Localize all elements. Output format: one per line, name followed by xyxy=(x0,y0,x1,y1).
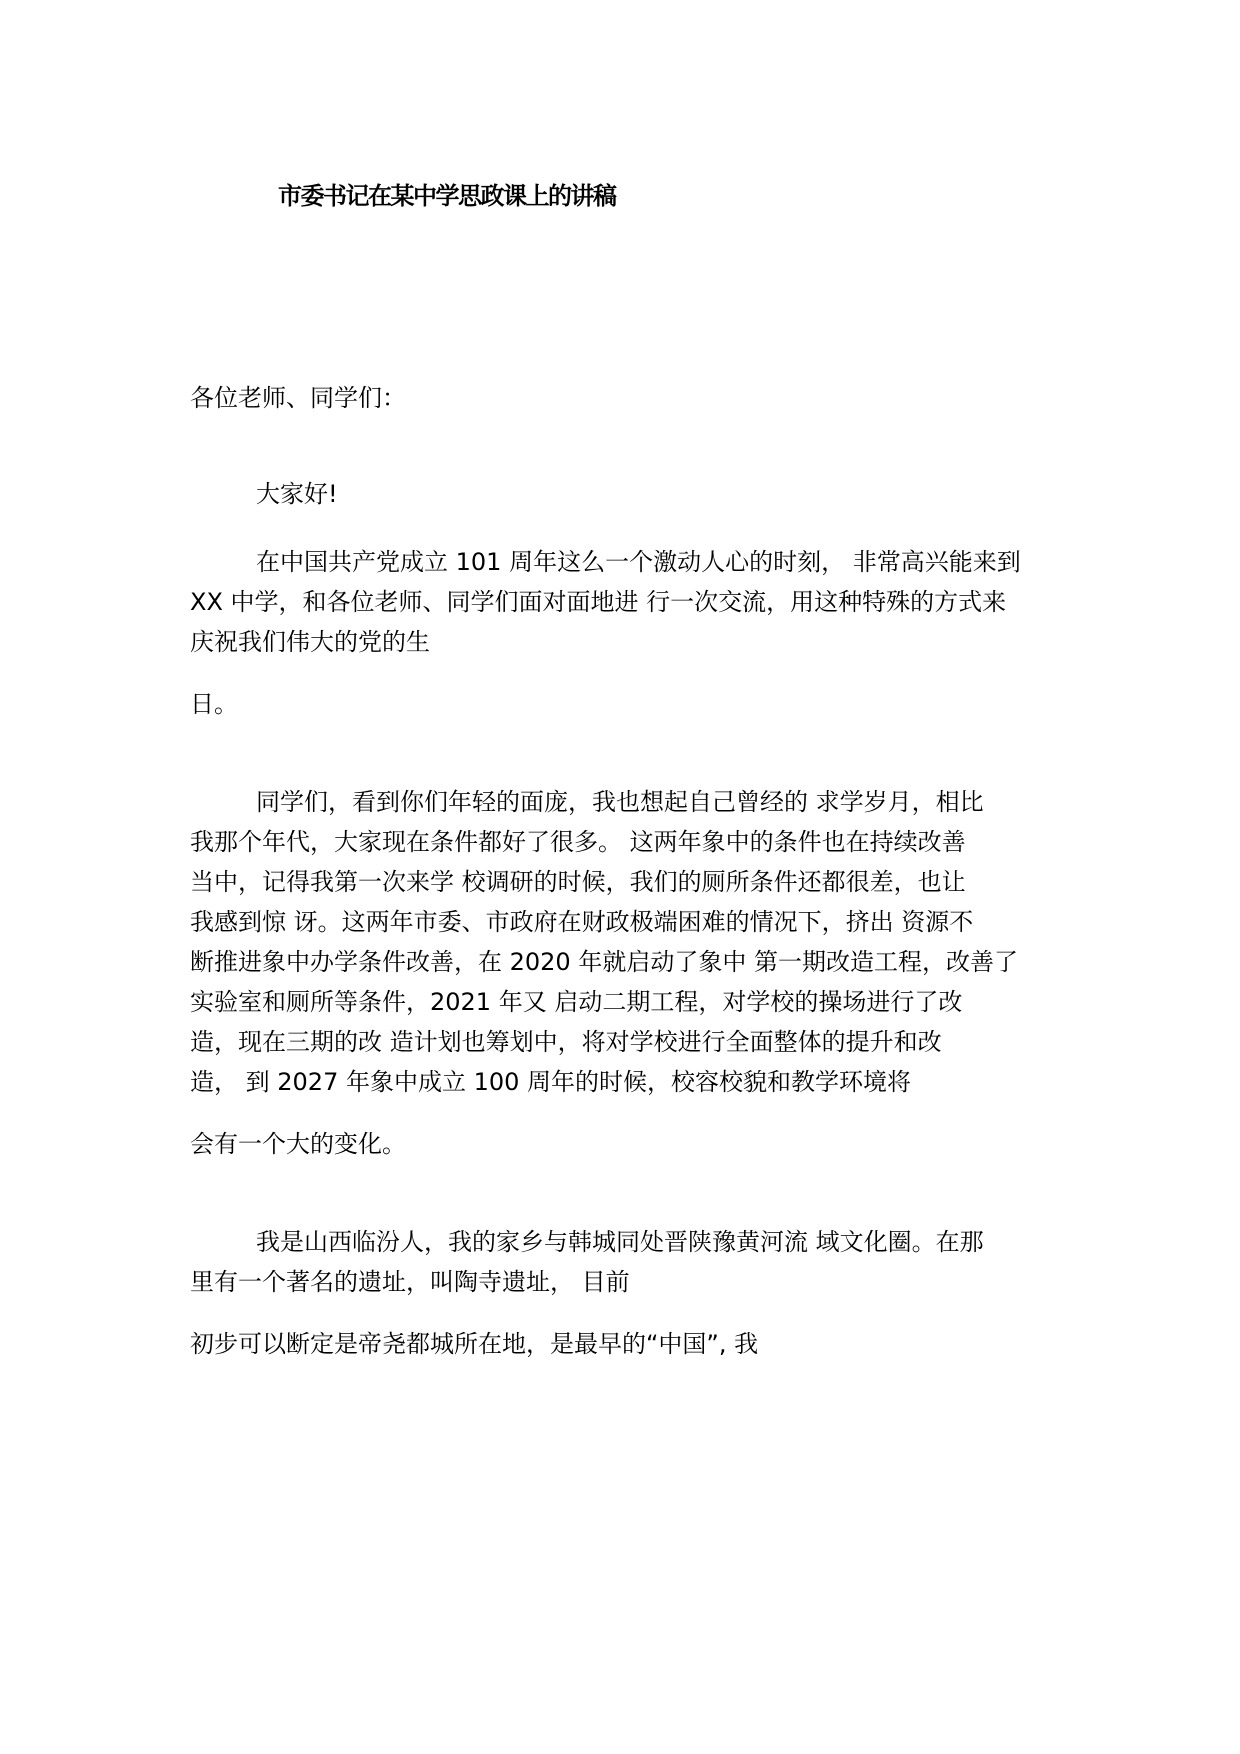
paragraph-2-line-2: 我那个年代，大家现在条件都好了很多。 这两年象中的条件也在持续改善 xyxy=(190,828,966,856)
paragraph-2-line-7: 造，现在三期的改 造计划也筹划中，将对学校进行全面整体的提升和改 xyxy=(190,1028,942,1056)
paragraph-2-line-9: 会有一个大的变化。 xyxy=(190,1130,406,1158)
paragraph-3-line-3: 初步可以断定是帝尧都城所在地，是最早的“中国”, 我 xyxy=(190,1330,759,1358)
document-title: 市委书记在某中学思政课上的讲稿 xyxy=(278,182,616,210)
paragraph-3-line-1: 我是山西临汾人，我的家乡与韩城同处晋陕豫黄河流 域文化圈。在那 xyxy=(256,1228,984,1256)
paragraph-2-line-3: 当中，记得我第一次来学 校调研的时候，我们的厕所条件还都很差，也让 xyxy=(190,868,966,896)
paragraph-3-line-2: 里有一个著名的遗址，叫陶寺遗址， 目前 xyxy=(190,1268,630,1296)
paragraph-1-line-1: 在中国共产党成立 101 周年这么一个激动人心的时刻， 非常高兴能来到 xyxy=(256,548,1021,576)
paragraph-1-line-2: XX 中学，和各位老师、同学们面对面地进 行一次交流，用这种特殊的方式来 xyxy=(190,588,1007,616)
paragraph-2-line-6: 实验室和厕所等条件，2021 年又 启动二期工程，对学校的操场进行了改 xyxy=(190,988,963,1016)
paragraph-1-line-3: 庆祝我们伟大的党的生 xyxy=(190,628,430,656)
greeting: 大家好! xyxy=(256,480,338,508)
paragraph-2-line-8: 造， 到 2027 年象中成立 100 周年的时候，校容校貌和教学环境将 xyxy=(190,1068,912,1096)
salutation: 各位老师、同学们： xyxy=(190,384,406,412)
paragraph-2-line-5: 断推进象中办学条件改善，在 2020 年就启动了象中 第一期改造工程，改善了 xyxy=(190,948,1018,976)
paragraph-2-line-1: 同学们，看到你们年轻的面庞，我也想起自己曾经的 求学岁月，相比 xyxy=(256,788,984,816)
paragraph-2-line-4: 我感到惊 讶。这两年市委、市政府在财政极端困难的情况下，挤出 资源不 xyxy=(190,908,974,936)
paragraph-1-line-4: 日。 xyxy=(190,690,238,718)
